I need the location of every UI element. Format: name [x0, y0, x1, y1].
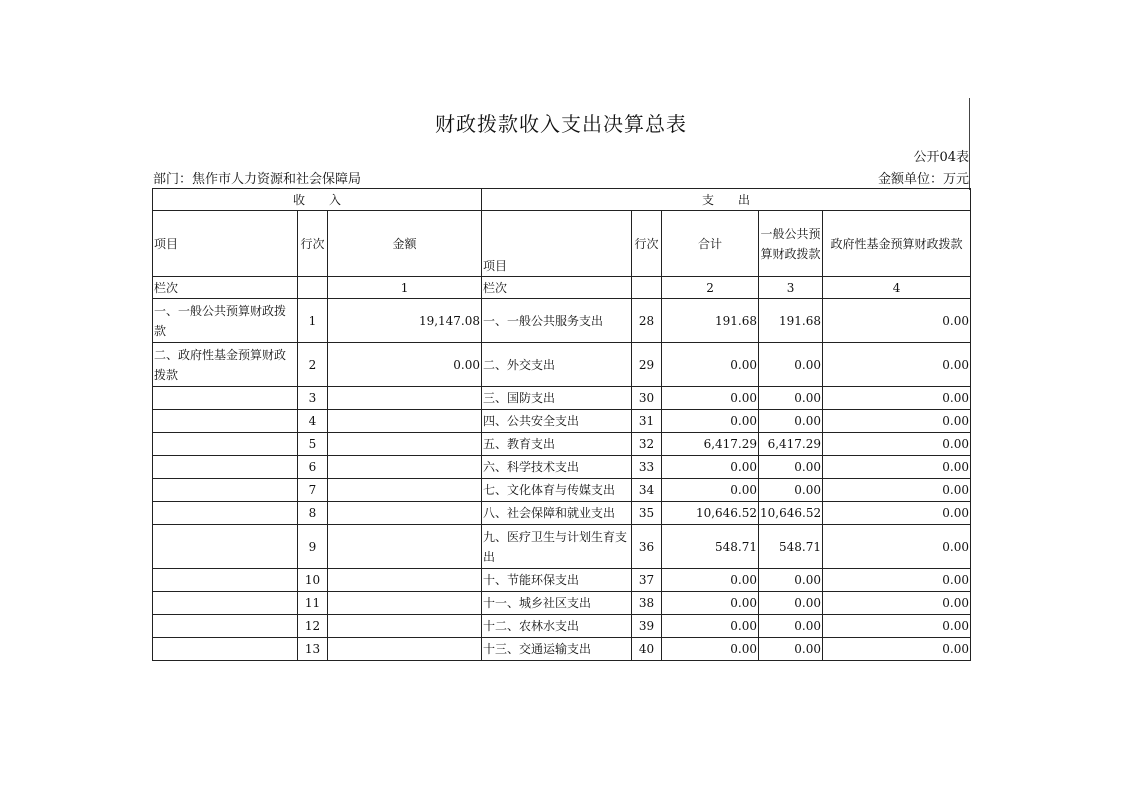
table-row — [153, 456, 971, 479]
total-cell: 0.00 — [662, 615, 759, 638]
expense-line-cell: 31 — [632, 410, 662, 433]
expense-line-cell: 36 — [632, 525, 662, 569]
income-line-cell: 13 — [298, 638, 328, 661]
general-budget-header: 一般公共预算财政拨款 — [759, 211, 823, 277]
income-amount-cell — [328, 387, 482, 410]
gov-fund-cell: 0.00 — [823, 343, 971, 387]
income-amount-cell — [328, 525, 482, 569]
expense-line-cell: 35 — [632, 502, 662, 525]
total-cell: 0.00 — [662, 592, 759, 615]
table-row — [153, 569, 971, 592]
income-amount-cell — [328, 479, 482, 502]
expense-item-cell: 五、教育支出 — [482, 433, 632, 456]
table-row — [153, 433, 971, 456]
col-number-4: 4 — [823, 277, 971, 299]
margin-rule — [969, 98, 970, 190]
income-item-cell: 二、政府性基金预算财政拨款 — [153, 343, 298, 387]
table-row — [153, 479, 971, 502]
gov-fund-header: 政府性基金预算财政拨款 — [823, 211, 971, 277]
total-cell: 0.00 — [662, 569, 759, 592]
income-item-cell — [153, 615, 298, 638]
general-budget-cell: 0.00 — [759, 456, 823, 479]
income-item-cell — [153, 479, 298, 502]
income-line-cell: 8 — [298, 502, 328, 525]
income-line-cell: 9 — [298, 525, 328, 569]
income-amount-cell — [328, 456, 482, 479]
expense-item-cell: 十一、城乡社区支出 — [482, 592, 632, 615]
income-item-header: 项目 — [153, 211, 298, 277]
income-line-cell: 11 — [298, 592, 328, 615]
expense-item-cell: 十二、农林水支出 — [482, 615, 632, 638]
table-row — [153, 299, 971, 343]
budget-table — [152, 188, 971, 661]
expense-item-cell: 十三、交通运输支出 — [482, 638, 632, 661]
income-line-cell: 12 — [298, 615, 328, 638]
expense-item-cell: 一、一般公共服务支出 — [482, 299, 632, 343]
gov-fund-cell: 0.00 — [823, 387, 971, 410]
general-budget-cell: 191.68 — [759, 299, 823, 343]
gov-fund-cell: 0.00 — [823, 569, 971, 592]
income-line-cell: 5 — [298, 433, 328, 456]
income-item-cell — [153, 433, 298, 456]
income-item-cell — [153, 387, 298, 410]
total-cell: 6,417.29 — [662, 433, 759, 456]
general-budget-cell: 10,646.52 — [759, 502, 823, 525]
gov-fund-cell: 0.00 — [823, 299, 971, 343]
expense-item-cell: 四、公共安全支出 — [482, 410, 632, 433]
income-group-header: 收 入 — [153, 189, 482, 211]
col-empty — [298, 277, 328, 299]
gov-fund-cell: 0.00 — [823, 525, 971, 569]
expense-item-cell: 八、社会保障和就业支出 — [482, 502, 632, 525]
gov-fund-cell: 0.00 — [823, 456, 971, 479]
income-item-cell — [153, 592, 298, 615]
income-amount-cell — [328, 615, 482, 638]
expense-line-header: 行次 — [632, 211, 662, 277]
income-item-cell — [153, 525, 298, 569]
income-item-cell — [153, 569, 298, 592]
total-cell: 0.00 — [662, 479, 759, 502]
col-label: 栏次 — [153, 277, 298, 299]
general-budget-cell: 0.00 — [759, 479, 823, 502]
expense-item-cell: 二、外交支出 — [482, 343, 632, 387]
expense-item-header: 项目 — [482, 211, 632, 277]
gov-fund-cell: 0.00 — [823, 410, 971, 433]
expense-group-header: 支 出 — [482, 189, 971, 211]
income-line-header: 行次 — [298, 211, 328, 277]
income-amount-cell — [328, 638, 482, 661]
table-row — [153, 592, 971, 615]
col-empty — [632, 277, 662, 299]
gov-fund-cell: 0.00 — [823, 638, 971, 661]
table-row — [153, 410, 971, 433]
expense-item-cell: 七、文化体育与传媒支出 — [482, 479, 632, 502]
expense-line-cell: 37 — [632, 569, 662, 592]
table-row — [153, 387, 971, 410]
expense-item-cell: 十、节能环保支出 — [482, 569, 632, 592]
expense-line-cell: 29 — [632, 343, 662, 387]
table-row — [153, 638, 971, 661]
general-budget-cell: 0.00 — [759, 569, 823, 592]
income-line-cell: 10 — [298, 569, 328, 592]
unit-label: 金额单位：万元 — [877, 172, 969, 187]
general-budget-cell: 6,417.29 — [759, 433, 823, 456]
total-cell: 0.00 — [662, 456, 759, 479]
income-amount-cell — [328, 569, 482, 592]
gov-fund-cell: 0.00 — [823, 502, 971, 525]
total-cell: 10,646.52 — [662, 502, 759, 525]
expense-line-cell: 32 — [632, 433, 662, 456]
col-number-3: 3 — [759, 277, 823, 299]
income-amount-cell: 19,147.08 — [328, 299, 482, 343]
income-item-cell — [153, 456, 298, 479]
income-line-cell: 6 — [298, 456, 328, 479]
income-line-cell: 2 — [298, 343, 328, 387]
col-number-2: 2 — [662, 277, 759, 299]
gov-fund-cell: 0.00 — [823, 615, 971, 638]
table-row — [153, 525, 971, 569]
income-amount-cell — [328, 502, 482, 525]
table-row — [153, 343, 971, 387]
general-budget-cell: 0.00 — [759, 410, 823, 433]
department-label: 部门：焦作市人力资源和社会保障局 — [153, 172, 362, 187]
col-exp-label: 栏次 — [482, 277, 632, 299]
expense-line-cell: 34 — [632, 479, 662, 502]
income-item-cell — [153, 410, 298, 433]
income-amount-cell — [328, 592, 482, 615]
income-line-cell: 7 — [298, 479, 328, 502]
group-header-row — [153, 189, 971, 211]
total-cell: 0.00 — [662, 638, 759, 661]
expense-item-cell: 三、国防支出 — [482, 387, 632, 410]
column-number-row — [153, 277, 971, 299]
income-amount-cell — [328, 410, 482, 433]
general-budget-cell: 548.71 — [759, 525, 823, 569]
total-cell: 0.00 — [662, 410, 759, 433]
general-budget-cell: 0.00 — [759, 615, 823, 638]
total-header: 合计 — [662, 211, 759, 277]
income-item-cell: 一、一般公共预算财政拨款 — [153, 299, 298, 343]
expense-item-cell: 六、科学技术支出 — [482, 456, 632, 479]
expense-line-cell: 30 — [632, 387, 662, 410]
income-amount-cell — [328, 433, 482, 456]
general-budget-cell: 0.00 — [759, 638, 823, 661]
total-cell: 191.68 — [662, 299, 759, 343]
expense-line-cell: 28 — [632, 299, 662, 343]
form-number: 公开04表 — [913, 150, 969, 165]
expense-line-cell: 40 — [632, 638, 662, 661]
general-budget-cell: 0.00 — [759, 592, 823, 615]
expense-item-cell: 九、医疗卫生与计划生育支出 — [482, 525, 632, 569]
general-budget-cell: 0.00 — [759, 343, 823, 387]
table-row — [153, 615, 971, 638]
gov-fund-cell: 0.00 — [823, 433, 971, 456]
income-item-cell — [153, 502, 298, 525]
page-title: 财政拨款收入支出决算总表 — [435, 112, 687, 136]
total-cell: 0.00 — [662, 343, 759, 387]
income-line-cell: 3 — [298, 387, 328, 410]
table-row — [153, 502, 971, 525]
income-line-cell: 4 — [298, 410, 328, 433]
total-cell: 0.00 — [662, 387, 759, 410]
general-budget-cell: 0.00 — [759, 387, 823, 410]
col-number-1: 1 — [328, 277, 482, 299]
column-header-row — [153, 211, 971, 277]
income-line-cell: 1 — [298, 299, 328, 343]
income-item-cell — [153, 638, 298, 661]
gov-fund-cell: 0.00 — [823, 479, 971, 502]
expense-line-cell: 39 — [632, 615, 662, 638]
total-cell: 548.71 — [662, 525, 759, 569]
income-amount-cell: 0.00 — [328, 343, 482, 387]
gov-fund-cell: 0.00 — [823, 592, 971, 615]
income-amount-header: 金额 — [328, 211, 482, 277]
expense-line-cell: 38 — [632, 592, 662, 615]
expense-line-cell: 33 — [632, 456, 662, 479]
